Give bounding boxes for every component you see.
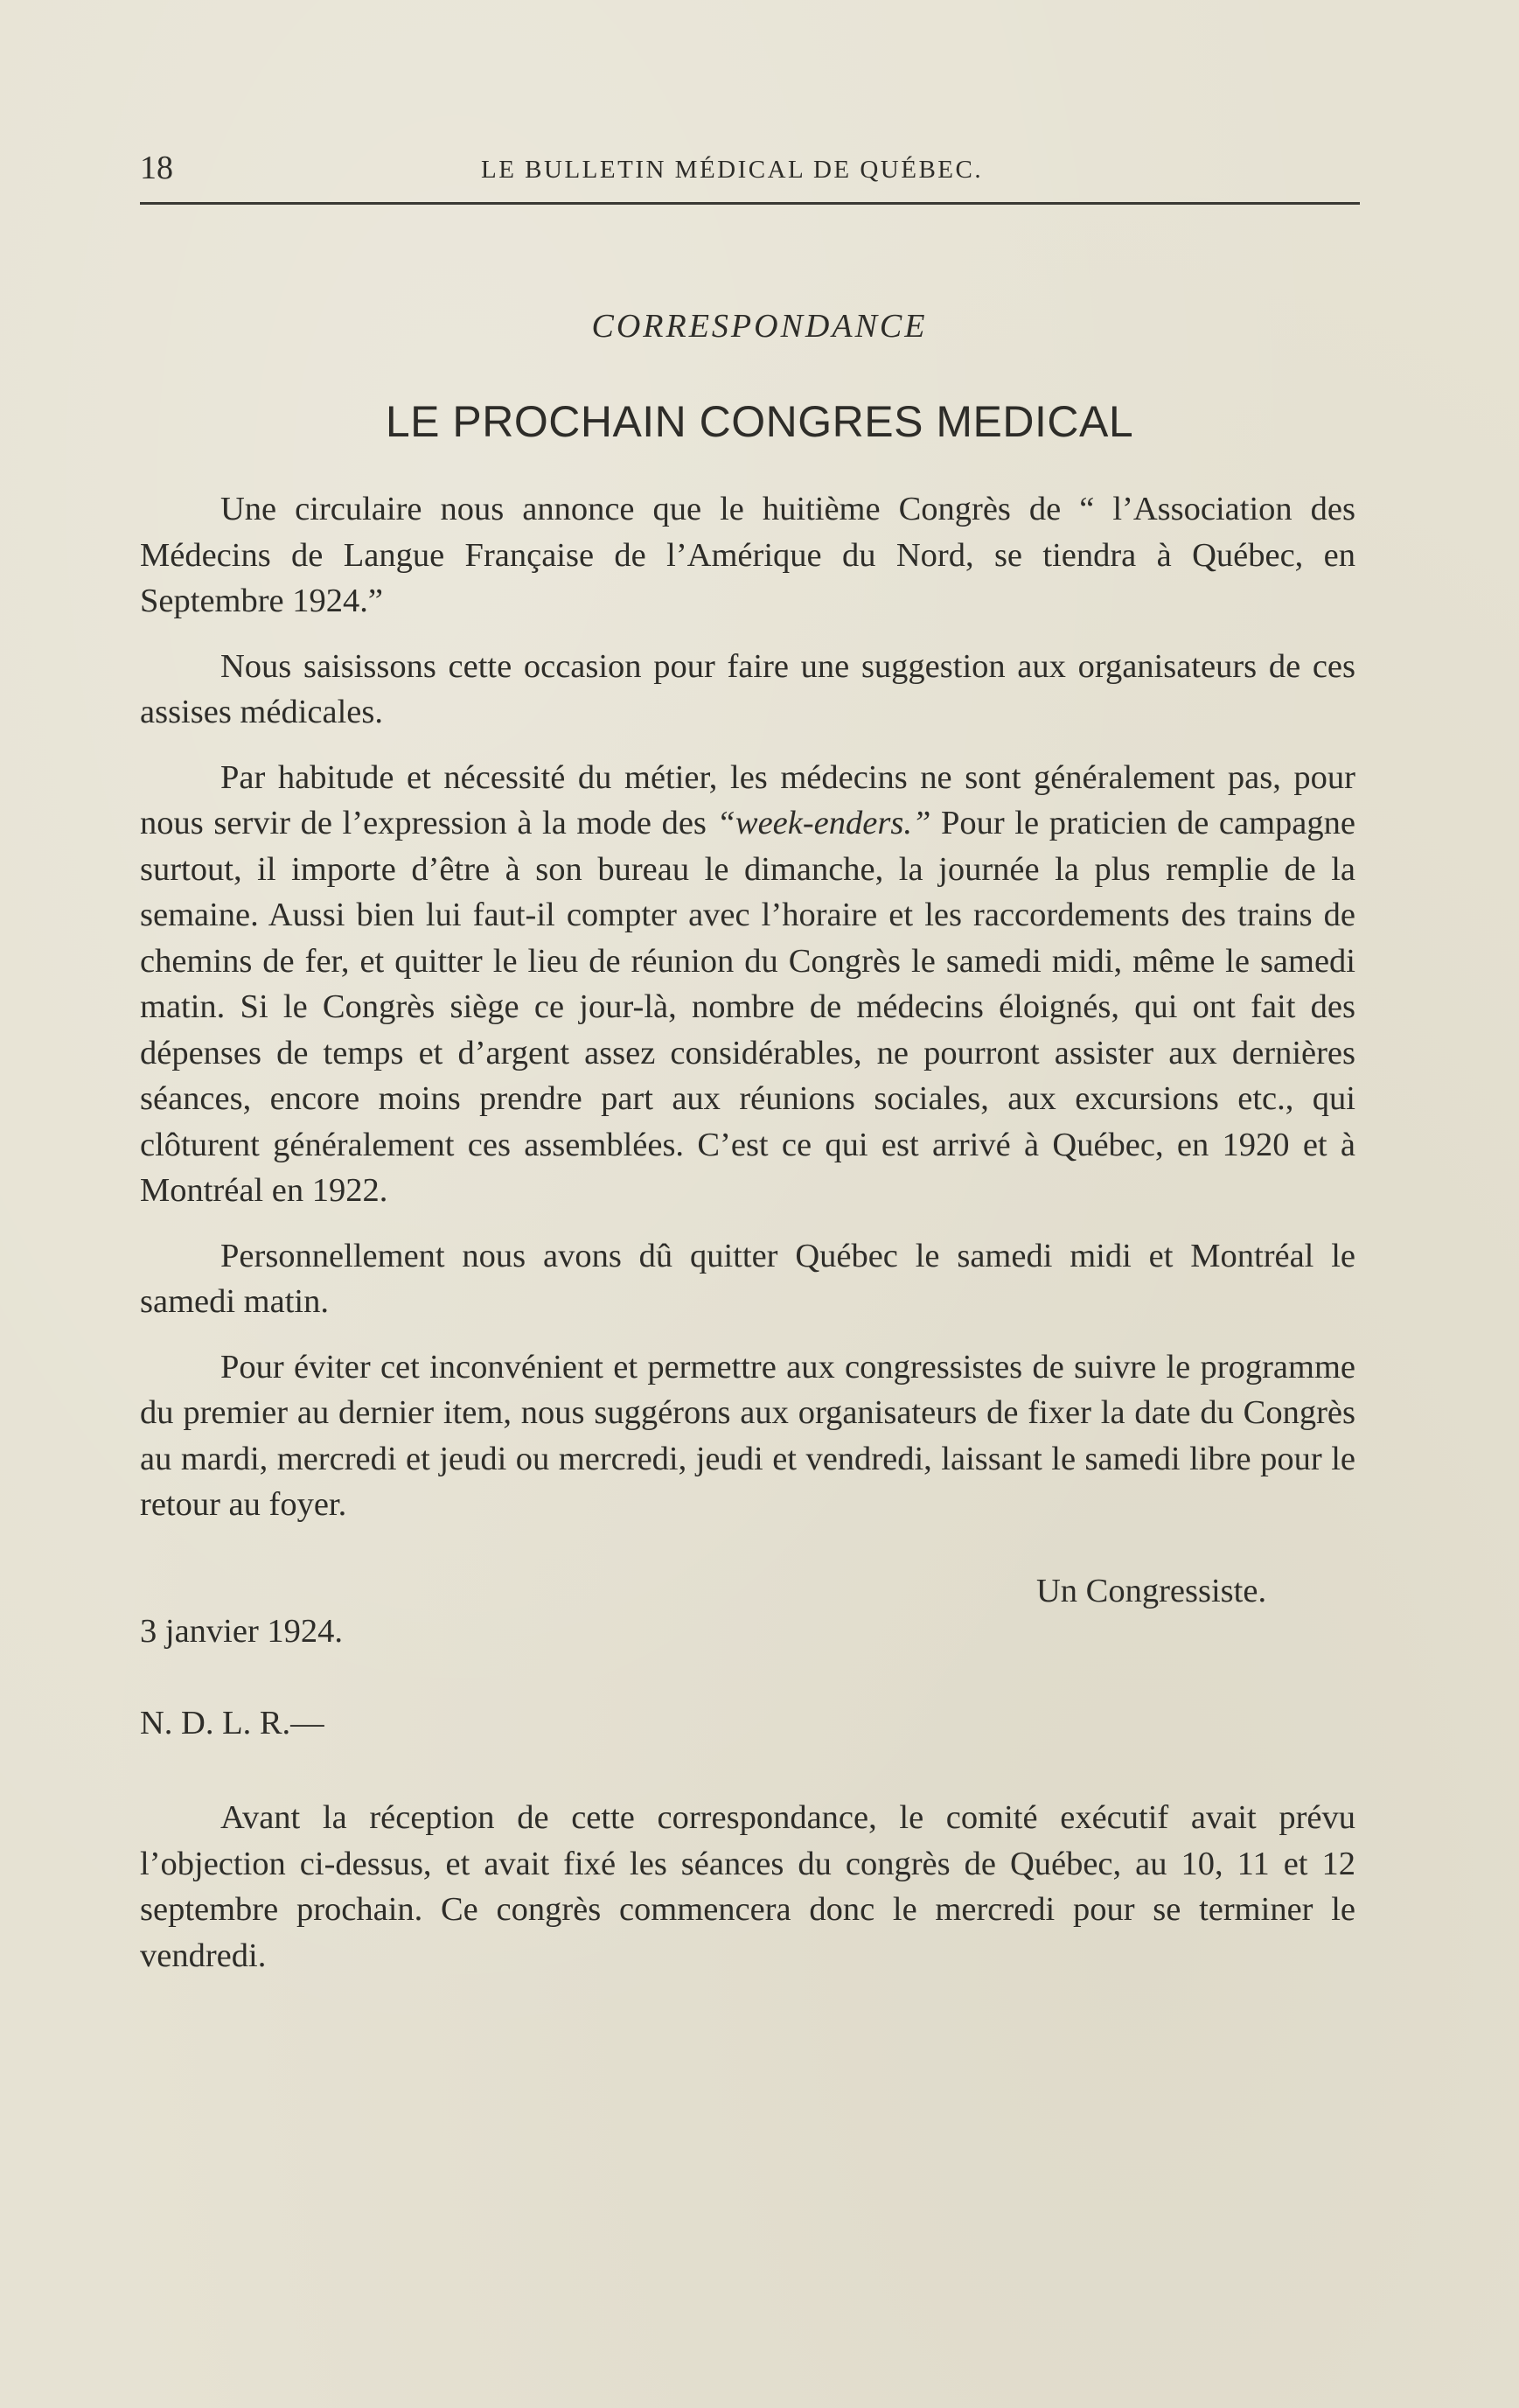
- italic-expression: “week-enders.”: [716, 805, 931, 841]
- page-number: 18: [140, 150, 173, 186]
- running-head: LE BULLETIN MÉDICAL DE QUÉBEC.: [481, 156, 984, 184]
- letter-date: 3 janvier 1924.: [140, 1613, 344, 1650]
- paragraph: Personnellement nous avons dû quitter Québec le samedi midi et Montréal le samedi matin.: [140, 1237, 1355, 1320]
- page-header: [140, 149, 1360, 187]
- paragraph: Pour éviter cet inconvénient et permettre aux congressistes de suivre le programme du premier au dernier item, nous suggérons aux organisateurs de fixer la date du Congrès au mardi, mercredi et jeudi ou mercredi, jeudi et vendredi, laissant le samedi libre pour le retour au foyer.: [140, 1348, 1355, 1523]
- editor-note-label: N. D. L. R.—: [140, 1705, 324, 1741]
- paragraph-text: Par habitude et nécessité du métier, les médecins ne sont généralement pas, pour nous servir de l’expression à la mode des: [140, 758, 1355, 841]
- paragraph: Une circulaire nous annonce que le huitième Congrès de “ l’Association des Médecins de Langue Française de l’Amérique du Nord, se tiendra à Québec, en Septembre 1924.”: [140, 491, 1355, 619]
- section-title: CORRESPONDANCE: [591, 308, 928, 345]
- editor-note: [140, 1795, 1355, 1979]
- article-body: [140, 486, 1355, 1547]
- article-title: LE PROCHAIN CONGRES MEDICAL: [385, 397, 1134, 446]
- header-rule: [140, 202, 1360, 205]
- paragraph-text: Pour le praticien de campagne surtout, il importe d’être à son bureau le dimanche, la journée la plus remplie de la semaine. Aussi bien lui faut-il compter avec l’horaire et les raccordements des trains de chemins de fer, et quitter le lieu de réunion du Congrès le samedi midi, même le samedi matin. Si le Congrès siège ce jour-là, nombre de médecins éloignés, qui ont fait des dépenses de temps et d’argent assez considérables, ne pourront assister aux dernières séances, encore moins prendre part aux réunions sociales, aux excursions etc., qui clôturent généralement ces assemblées. C’est ce qui est arrivé à Québec, en 1920 et à Montréal en 1922.: [140, 805, 1355, 1209]
- paragraph: Avant la réception de cette correspondance, le comité exécutif avait prévu l’objection ci-dessus, et avait fixé les séances du congrès de Québec, au 10, 11 et 12 septembre prochain. Ce congrès commencera donc le mercredi pour se terminer le vendredi.: [140, 1799, 1355, 1974]
- paragraph: Nous saisissons cette occasion pour faire une suggestion aux organisateurs de ces assises médicales.: [140, 647, 1355, 730]
- paragraph: [140, 755, 1355, 1214]
- signature: Un Congressiste.: [1036, 1573, 1267, 1609]
